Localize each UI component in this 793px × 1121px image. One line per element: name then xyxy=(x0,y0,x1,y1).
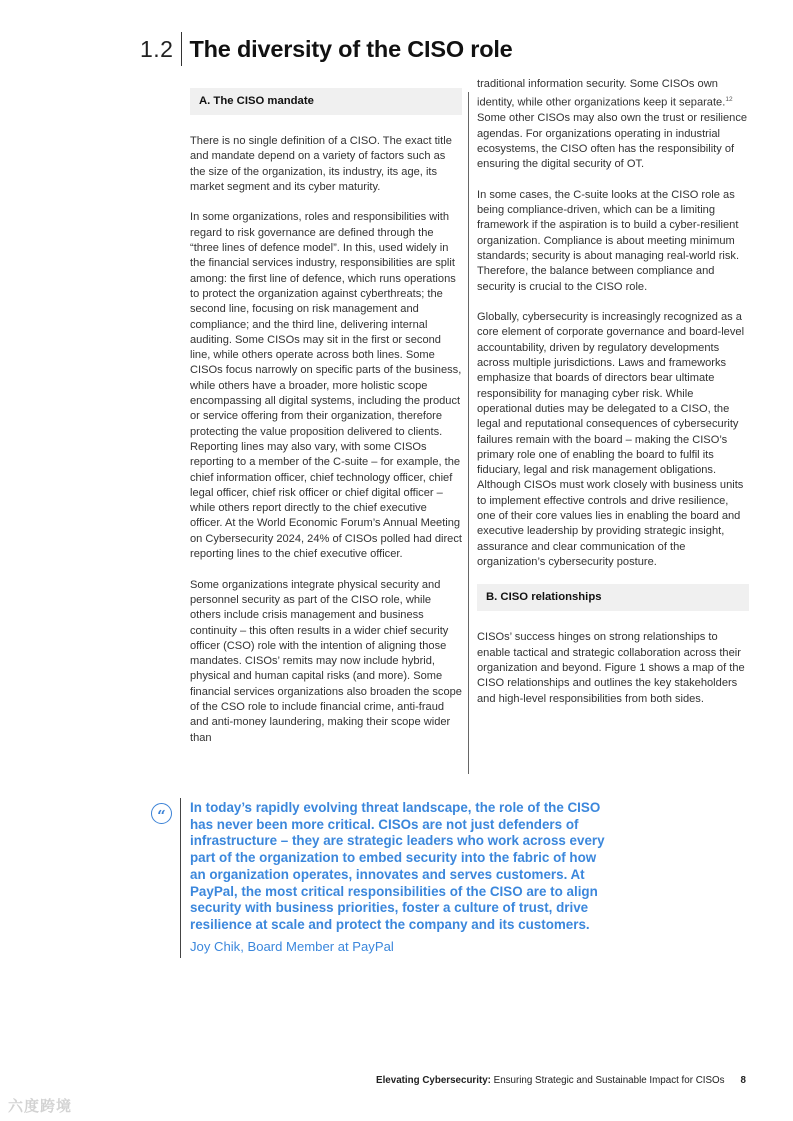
footnote-ref[interactable]: 12 xyxy=(725,96,733,104)
section-a-header: A. The CISO mandate xyxy=(190,88,462,115)
quote-glyph: “ xyxy=(157,806,166,825)
paragraph: There is no single definition of a CISO. The exact title and mandate depend on a variety of factors such as the size of the organization, its industry, its age, its market segment and its cyber maturity. xyxy=(190,135,452,193)
page-number: 8 xyxy=(740,1075,746,1086)
page-title: The diversity of the CISO role xyxy=(189,35,513,62)
paragraph: CISOs’ success hinges on strong relationships to enable tactical and strategic collaboration across their organization and beyond. Figure 1 shows a map of the CISO relationships and outlines the key stakeholders and high-level responsibilities from both sides. xyxy=(477,631,745,705)
paragraph: Some organizations integrate physical security and personnel security as part of the CISO role, while others include crisis management and business continuity – this often results in a wider chief security officer (CSO) role with the intention of aligning those mandates. CISOs’ remits may now include hybrid, physical and human capital risks (and more). Some financial services organizations also broaden the scope of the CSO role to include financial crime, anti-fraud and anti-money laundering, making their scope wider than xyxy=(190,578,462,744)
paragraph-text: traditional information security. Some CISOs own identity, while other organizations keep it separate. xyxy=(477,78,726,109)
page-footer xyxy=(376,1075,746,1086)
footer-title: Ensuring Strategic and Sustainable Impact for CISOs xyxy=(490,1075,725,1086)
paragraph: In some organizations, roles and responsibilities with regard to risk governance are defined through the “three lines of defence model”. In this, used widely in the financial services industry, responsibilities are split among: the first line of defence, which runs operations to protect the organization against cyberthreats; the second line, focusing on risk management and compliance; and the third line, delivering internal auditing. Some CISOs may sit in the first or second line, while others operate across both lines. Some CISOs focus narrowly on specific parts of the business, while others have a broader, more holistic scope encompassing all digital systems, including the product or service offering from their organization, therefore protecting the value proposition delivered to clients. Reporting lines may also vary, with some CISOs reporting to a member of the C-suite – for example, the chief information officer, chief technology officer, chief legal officer, chief risk officer or chief digital officer – while others report directly to the chief executive officer. At the World Economic Forum’s Annual Meeting on Cybersecurity 2024, 24% of CISOs polled had direct reporting lines to the chief executive officer. xyxy=(190,211,462,561)
paragraph: In some cases, the C-suite looks at the CISO role as being compliance-driven, which can be a limiting framework if the aspiration is to build a cyber-resilient organization. Compliance is about meeting minimum standards; security is about managing real-world risk. Therefore, the balance between compliance and security is crucial to the CISO role. xyxy=(477,188,740,293)
quote-bar xyxy=(180,798,181,958)
paragraph: Globally, cybersecurity is increasingly recognized as a core element of corporate governance and board-level accountability, driven by regulatory developments across multiple jurisdictions. Laws and frameworks emphasize that boards of directors bear ultimate responsibility for managing cyber risk. While operational duties may be delegated to a CISO, the legal and reputational consequences of cybersecurity failures remain with the board – making the CISO’s primary role one of enabling the board to fulfil its fiduciary, legal and risk management obligations. Although CISOs must work closely with business units to implement effective controls and drive resilience, one of their core values lies in enabling the board and executive leadership by providing strategic insight, assurance and clear communication of the organization’s cybersecurity posture. xyxy=(477,311,745,568)
footer-title-bold: Elevating Cybersecurity: xyxy=(376,1075,491,1086)
section-number: 1.2 xyxy=(140,35,174,62)
paragraph xyxy=(477,77,749,172)
quote-attribution: Joy Chik, Board Member at PayPal xyxy=(190,939,394,954)
quote-icon xyxy=(151,803,172,824)
paragraph-text: Some other CISOs may also own the trust or resilience agendas. For organizations operating in industrial ecosystems, the CISO often has the responsibility of ensuring the digital security of OT. xyxy=(477,112,748,171)
pull-quote: In today’s rapidly evolving threat landscape, the role of the CISO has never been more critical. CISOs are not just defenders of infrastructure – they are strategic leaders who work across every part of the organization to embed security into the fabric of how an organization operates, innovates and serves customers. At PayPal, the most critical responsibilities of the CISO are to align security with business priorities, foster a culture of trust, drive resilience at scale and protect the company and its customers. xyxy=(190,800,605,932)
right-column xyxy=(477,78,749,722)
watermark: 六度跨境 xyxy=(8,1098,73,1115)
section-b-header: B. CISO relationships xyxy=(477,584,749,611)
left-column xyxy=(190,88,462,761)
section-heading xyxy=(140,32,513,66)
heading-divider xyxy=(181,32,182,66)
column-divider xyxy=(468,92,469,774)
